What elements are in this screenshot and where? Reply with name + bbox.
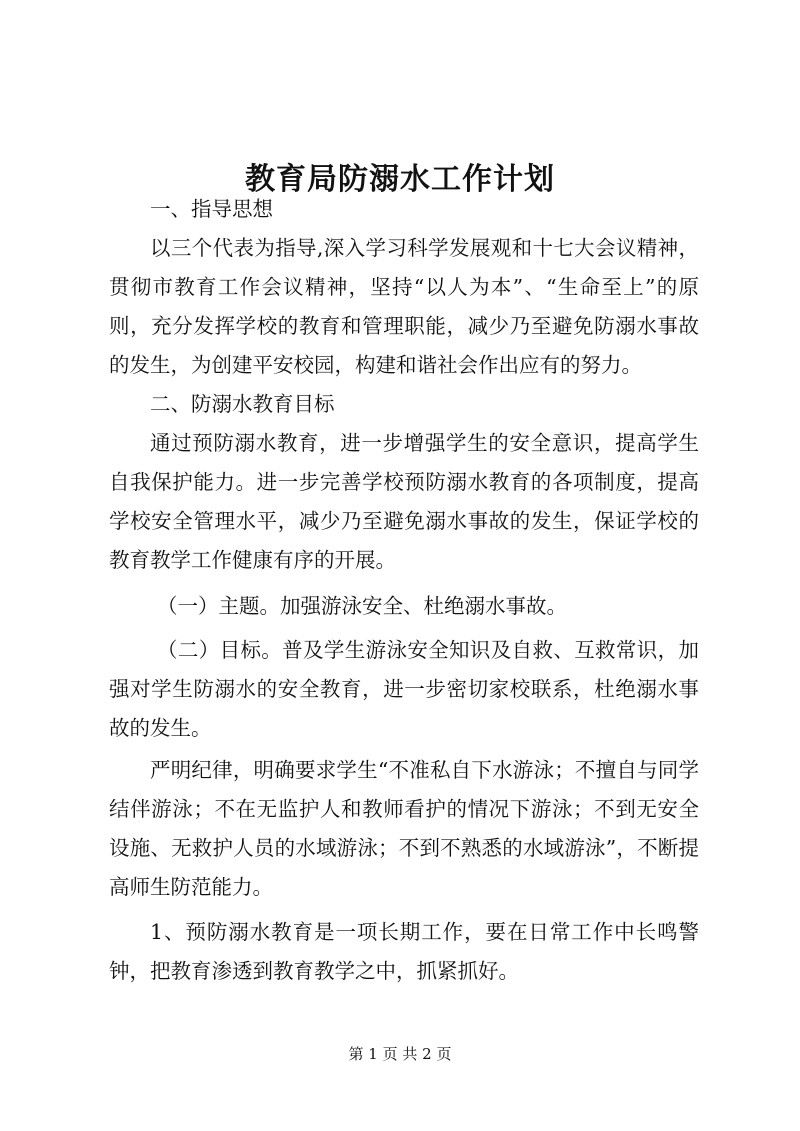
item-theme: （一）主题。加强游泳安全、杜绝溺水事故。 (157, 594, 567, 618)
page-footer: 第 1 页 共 2 页 (348, 1045, 452, 1063)
item-goal: （二）目标。普及学生游泳安全知识及自救、互救常识，加强对学生防溺水的安全教育，进一步密切家校联系，杜绝溺水事故的发生。 (109, 638, 699, 740)
paragraph-discipline: 严明纪律，明确要求学生“不准私自下水游泳；不擅自与同学结伴游泳；不在无监护人和教师看护的情况下游泳；不到无安全设施、无救护人员的水域游泳；不到不熟悉的水域游泳”，不断提高师生防范能力。 (109, 758, 699, 899)
paragraph-education-goals: 通过预防溺水教育，进一步增强学生的安全意识，提高学生自我保护能力。进一步完善学校预防溺水教育的各项制度，提高学校安全管理水平，减少乃至避免溺水事故的发生，保证学校的教育教学工作健康有序的开展。 (109, 431, 699, 572)
section-heading-education-goals: 二、防溺水教育目标 (150, 392, 335, 416)
paragraph-point-1: 1、预防溺水教育是一项长期工作，要在日常工作中长鸣警钟，把教育渗透到教育教学之中，抓紧抓好。 (109, 920, 699, 983)
paragraph-guiding-thought: 以三个代表为指导,深入学习科学发展观和十七大会议精神，贯彻市教育工作会议精神，坚持“以人为本”、“生命至上”的原则，充分发挥学校的教育和管理职能，减少乃至避免防溺水事故的发生，为创建平安校园，构建和谐社会作出应有的努力。 (109, 236, 699, 377)
document-title: 教育局防溺水工作计划 (245, 162, 555, 198)
section-heading-guiding-thought: 一、指导思想 (150, 197, 273, 221)
